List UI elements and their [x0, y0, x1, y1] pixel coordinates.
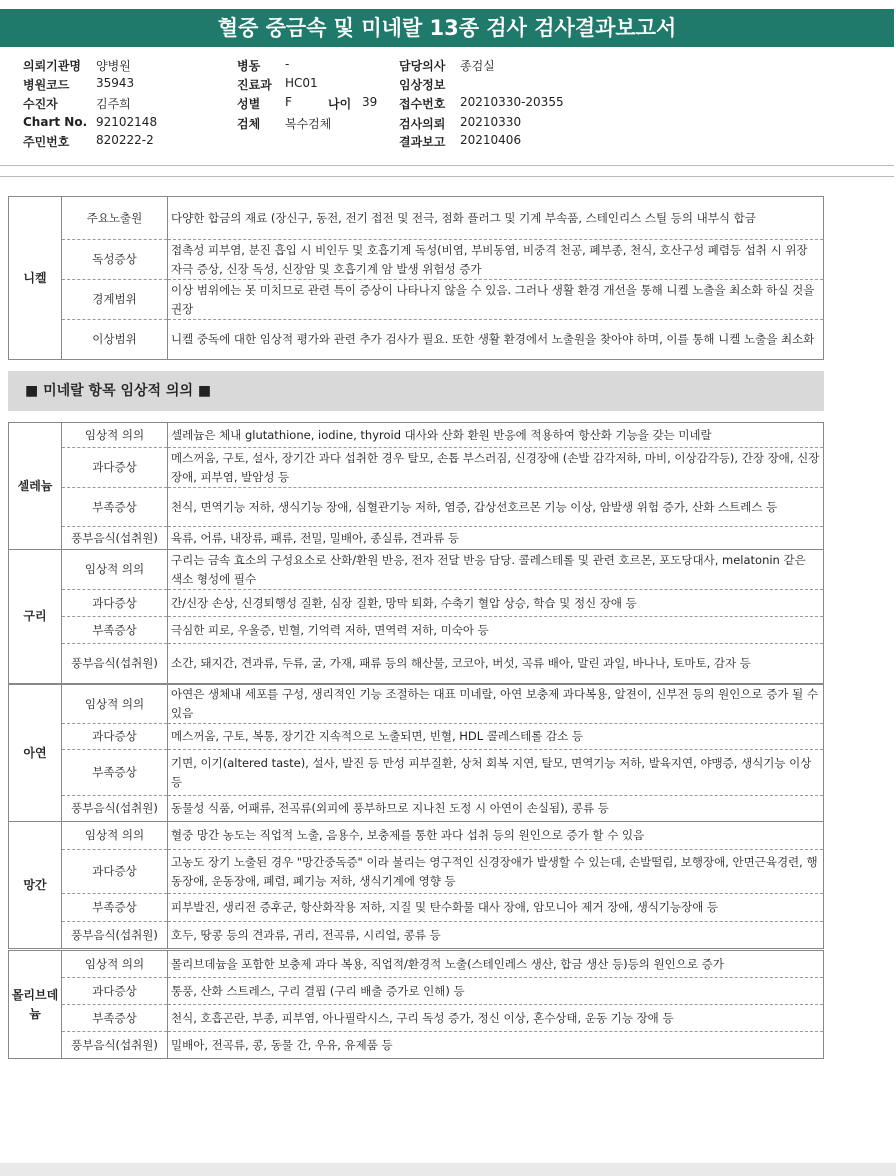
resident-no-label: 주민번호 [23, 135, 70, 149]
row-label: 풍부음식(섭취원) [62, 796, 168, 822]
patient-info-header [0, 49, 894, 166]
row-label: 경계범위 [62, 280, 168, 320]
row-label: 주요노출원 [62, 197, 168, 240]
row-text: 접촉성 피부염, 분진 흡입 시 비인두 및 호흡기계 독성(비염, 부비동염, 비중격 천공, 폐부종, 천식, 호산구성 폐렴등 섭취 시 위장 자극 증상, 신장 독성, 신장암 및 호흡기계 암 발생 위험성 증가 [168, 240, 824, 280]
row-label: 부족증상 [62, 1005, 168, 1032]
ward-value: - [285, 57, 290, 71]
row-label: 이상범위 [62, 320, 168, 360]
row-text: 메스꺼움, 구토, 설사, 장기간 과다 섭취한 경우 탈모, 손톱 부스러짐, 신경장애 (손발 감각저하, 마비, 이상감각등), 간장 장애, 신장 장애, 피부염, 발암성 등 [168, 448, 824, 488]
row-text: 동물성 식품, 어패류, 전곡류(외피에 풍부하므로 지나친 도정 시 아연이 손실됨), 콩류 등 [168, 796, 824, 822]
age-label: 나이 [328, 97, 352, 111]
row-text: 고농도 장기 노출된 경우 "망간중독증" 이라 불리는 영구적인 신경장애가 발생할 수 있는데, 손발떨림, 보행장애, 안면근육경련, 행동장애, 운동장애, 폐렴, 폐기능 저하, 생식기계에 영향 등 [168, 850, 824, 894]
row-label: 풍부음식(섭취원) [62, 527, 168, 550]
row-text: 기면, 이기(altered taste), 설사, 발진 등 만성 피부질환, 상처 회복 지연, 탈모, 면역기능 저하, 발육지연, 야맹증, 생식기능 이상 등 [168, 750, 824, 796]
row-label: 풍부음식(섭취원) [62, 1032, 168, 1059]
mineral-name: 아연 [9, 685, 62, 822]
mineral-section-header [8, 371, 824, 411]
accession-value: 20210330-20355 [460, 95, 564, 109]
row-text: 아연은 생체내 세포를 구성, 생리적인 기능 조절하는 대표 미네랄, 아연 보충제 과다복용, 알젼이, 신부전 등의 원인으로 증가 될 수 있음 [168, 685, 824, 724]
row-label: 부족증상 [62, 617, 168, 644]
row-label: 부족증상 [62, 894, 168, 922]
selenium-table [8, 422, 824, 550]
row-label: 임상적 의의 [62, 822, 168, 850]
row-text: 이상 범위에는 못 미치므로 관련 특이 증상이 나타나지 않을 수 있음. 그러나 생활 환경 개선을 통해 니켈 노출을 최소화 하실 것을 권장 [168, 280, 824, 320]
row-label: 임상적 의의 [62, 423, 168, 448]
specimen-value: 복수검체 [285, 117, 332, 131]
request-date-label: 검사의뢰 [399, 117, 446, 131]
copper-table [8, 549, 824, 684]
clinical-info-label: 임상정보 [399, 78, 446, 92]
row-text: 몰리브데늄을 포함한 보충제 과다 복용, 직업적/환경적 노출(스테인레스 생산, 합금 생산 등)등의 원인으로 증가 [168, 951, 824, 978]
row-label: 임상적 의의 [62, 951, 168, 978]
row-text: 다양한 합금의 재료 (장신구, 동전, 전기 접전 및 전극, 점화 플러그 및 기계 부속품, 스테인리스 스틸 등의 내부식 합금 [168, 197, 824, 240]
mineral-name: 셀레늄 [9, 423, 62, 550]
mineral-name: 망간 [9, 822, 62, 949]
doctor-value: 종검실 [460, 59, 495, 73]
chart-no-value: 92102148 [96, 115, 158, 129]
row-label: 독성증상 [62, 240, 168, 280]
row-label: 부족증상 [62, 750, 168, 796]
molybdenum-table [8, 950, 824, 1059]
request-date-value: 20210330 [460, 115, 522, 129]
row-text: 니켈 중독에 대한 임상적 평가와 관련 추가 검사가 필요. 또한 생활 환경에서 노출원을 찾아야 하며, 이를 통해 니켈 노출을 최소화 [168, 320, 824, 360]
row-text: 육류, 어류, 내장류, 패류, 전밀, 밀배아, 종실류, 견과류 등 [168, 527, 824, 550]
institution-label: 의뢰기관명 [23, 59, 81, 73]
row-text: 극심한 피로, 우울증, 빈혈, 기억력 저하, 면역력 저하, 미숙아 등 [168, 617, 824, 644]
row-text: 밀배아, 전곡류, 콩, 동물 간, 우유, 유제품 등 [168, 1032, 824, 1059]
resident-no-value: 820222-2 [96, 133, 154, 147]
report-date-label: 결과보고 [399, 135, 446, 149]
row-text: 구리는 금속 효소의 구성요소로 산화/환원 반응, 전자 전달 반응 담당. 콜레스테롤 및 관련 호르몬, 포도당대사, melatonin 같은 색소 형성에 필수 [168, 550, 824, 590]
dept-value: HC01 [285, 76, 318, 90]
specimen-label: 검체 [237, 117, 261, 131]
accession-label: 접수번호 [399, 97, 446, 111]
row-text: 혈중 망간 농도는 직업적 노출, 음용수, 보충제를 통한 과다 섭취 등의 원인으로 증가 할 수 있음 [168, 822, 824, 850]
report-title: 혈중 중금속 및 미네랄 13종 검사 검사결과보고서 [0, 9, 894, 47]
row-label: 과다증상 [62, 978, 168, 1005]
row-label: 임상적 의의 [62, 685, 168, 724]
manganese-table [8, 821, 824, 949]
row-label: 과다증상 [62, 590, 168, 617]
nickel-table [8, 196, 824, 360]
institution-value: 양병원 [96, 59, 131, 73]
row-text: 천식, 호흡곤란, 부종, 피부염, 아나필락시스, 구리 독성 증가, 정신 이상, 혼수상태, 운동 기능 장애 등 [168, 1005, 824, 1032]
ward-label: 병동 [237, 59, 261, 73]
row-text: 피부발진, 생리전 증후군, 항산화작용 저하, 지질 및 탄수화물 대사 장애, 암모니아 제거 장애, 생식기능장애 등 [168, 894, 824, 922]
page-footer [0, 1163, 896, 1176]
row-label: 과다증상 [62, 448, 168, 488]
chart-no-label: Chart No. [23, 115, 88, 129]
row-label: 부족증상 [62, 488, 168, 527]
row-text: 천식, 면역기능 저하, 생식기능 장애, 심혈관기능 저하, 염증, 갑상선호르몬 기능 이상, 암발생 위험 증가, 산화 스트레스 등 [168, 488, 824, 527]
sex-label: 성별 [237, 97, 261, 111]
receiver-label: 수진자 [23, 97, 58, 111]
mineral-name: 몰리브데늄 [9, 951, 62, 1059]
zinc-table [8, 684, 824, 822]
row-label: 임상적 의의 [62, 550, 168, 590]
age-value: 39 [362, 95, 378, 109]
row-text: 통풍, 산화 스트레스, 구리 결핍 (구리 배출 증가로 인해) 등 [168, 978, 824, 1005]
mineral-section-title: ■ 미네랄 항목 임상적 의의 ■ [25, 383, 212, 399]
row-label: 풍부음식(섭취원) [62, 644, 168, 684]
nickel-name: 니켈 [9, 197, 62, 360]
mineral-name: 구리 [9, 550, 62, 684]
row-label: 풍부음식(섭취원) [62, 922, 168, 949]
row-text: 메스꺼움, 구토, 복통, 장기간 지속적으로 노출되면, 빈혈, HDL 콜레스테롤 감소 등 [168, 724, 824, 750]
row-text: 호두, 땅콩 등의 견과류, 귀리, 전곡류, 시리얼, 콩류 등 [168, 922, 824, 949]
row-text: 셀레늄은 체내 glutathione, iodine, thyroid 대사와 산화 환원 반응에 적용하여 항산화 기능을 갖는 미네랄 [168, 423, 824, 448]
dept-label: 진료과 [237, 78, 272, 92]
row-text: 소간, 돼지간, 견과류, 두류, 굴, 가재, 패류 등의 해산물, 코코아, 버섯, 곡류 배아, 말린 과일, 바나나, 토마토, 감자 등 [168, 644, 824, 684]
row-label: 과다증상 [62, 850, 168, 894]
row-text: 간/신장 손상, 신경퇴행성 질환, 심장 질환, 망막 퇴화, 수축기 혈압 상승, 학습 및 정신 장애 등 [168, 590, 824, 617]
sex-value: F [285, 95, 292, 109]
divider [0, 176, 894, 177]
row-label: 과다증상 [62, 724, 168, 750]
hospital-code-value: 35943 [96, 76, 135, 90]
receiver-value: 김주희 [96, 97, 131, 111]
report-date-value: 20210406 [460, 133, 522, 147]
hospital-code-label: 병원코드 [23, 78, 70, 92]
doctor-label: 담당의사 [399, 59, 446, 73]
